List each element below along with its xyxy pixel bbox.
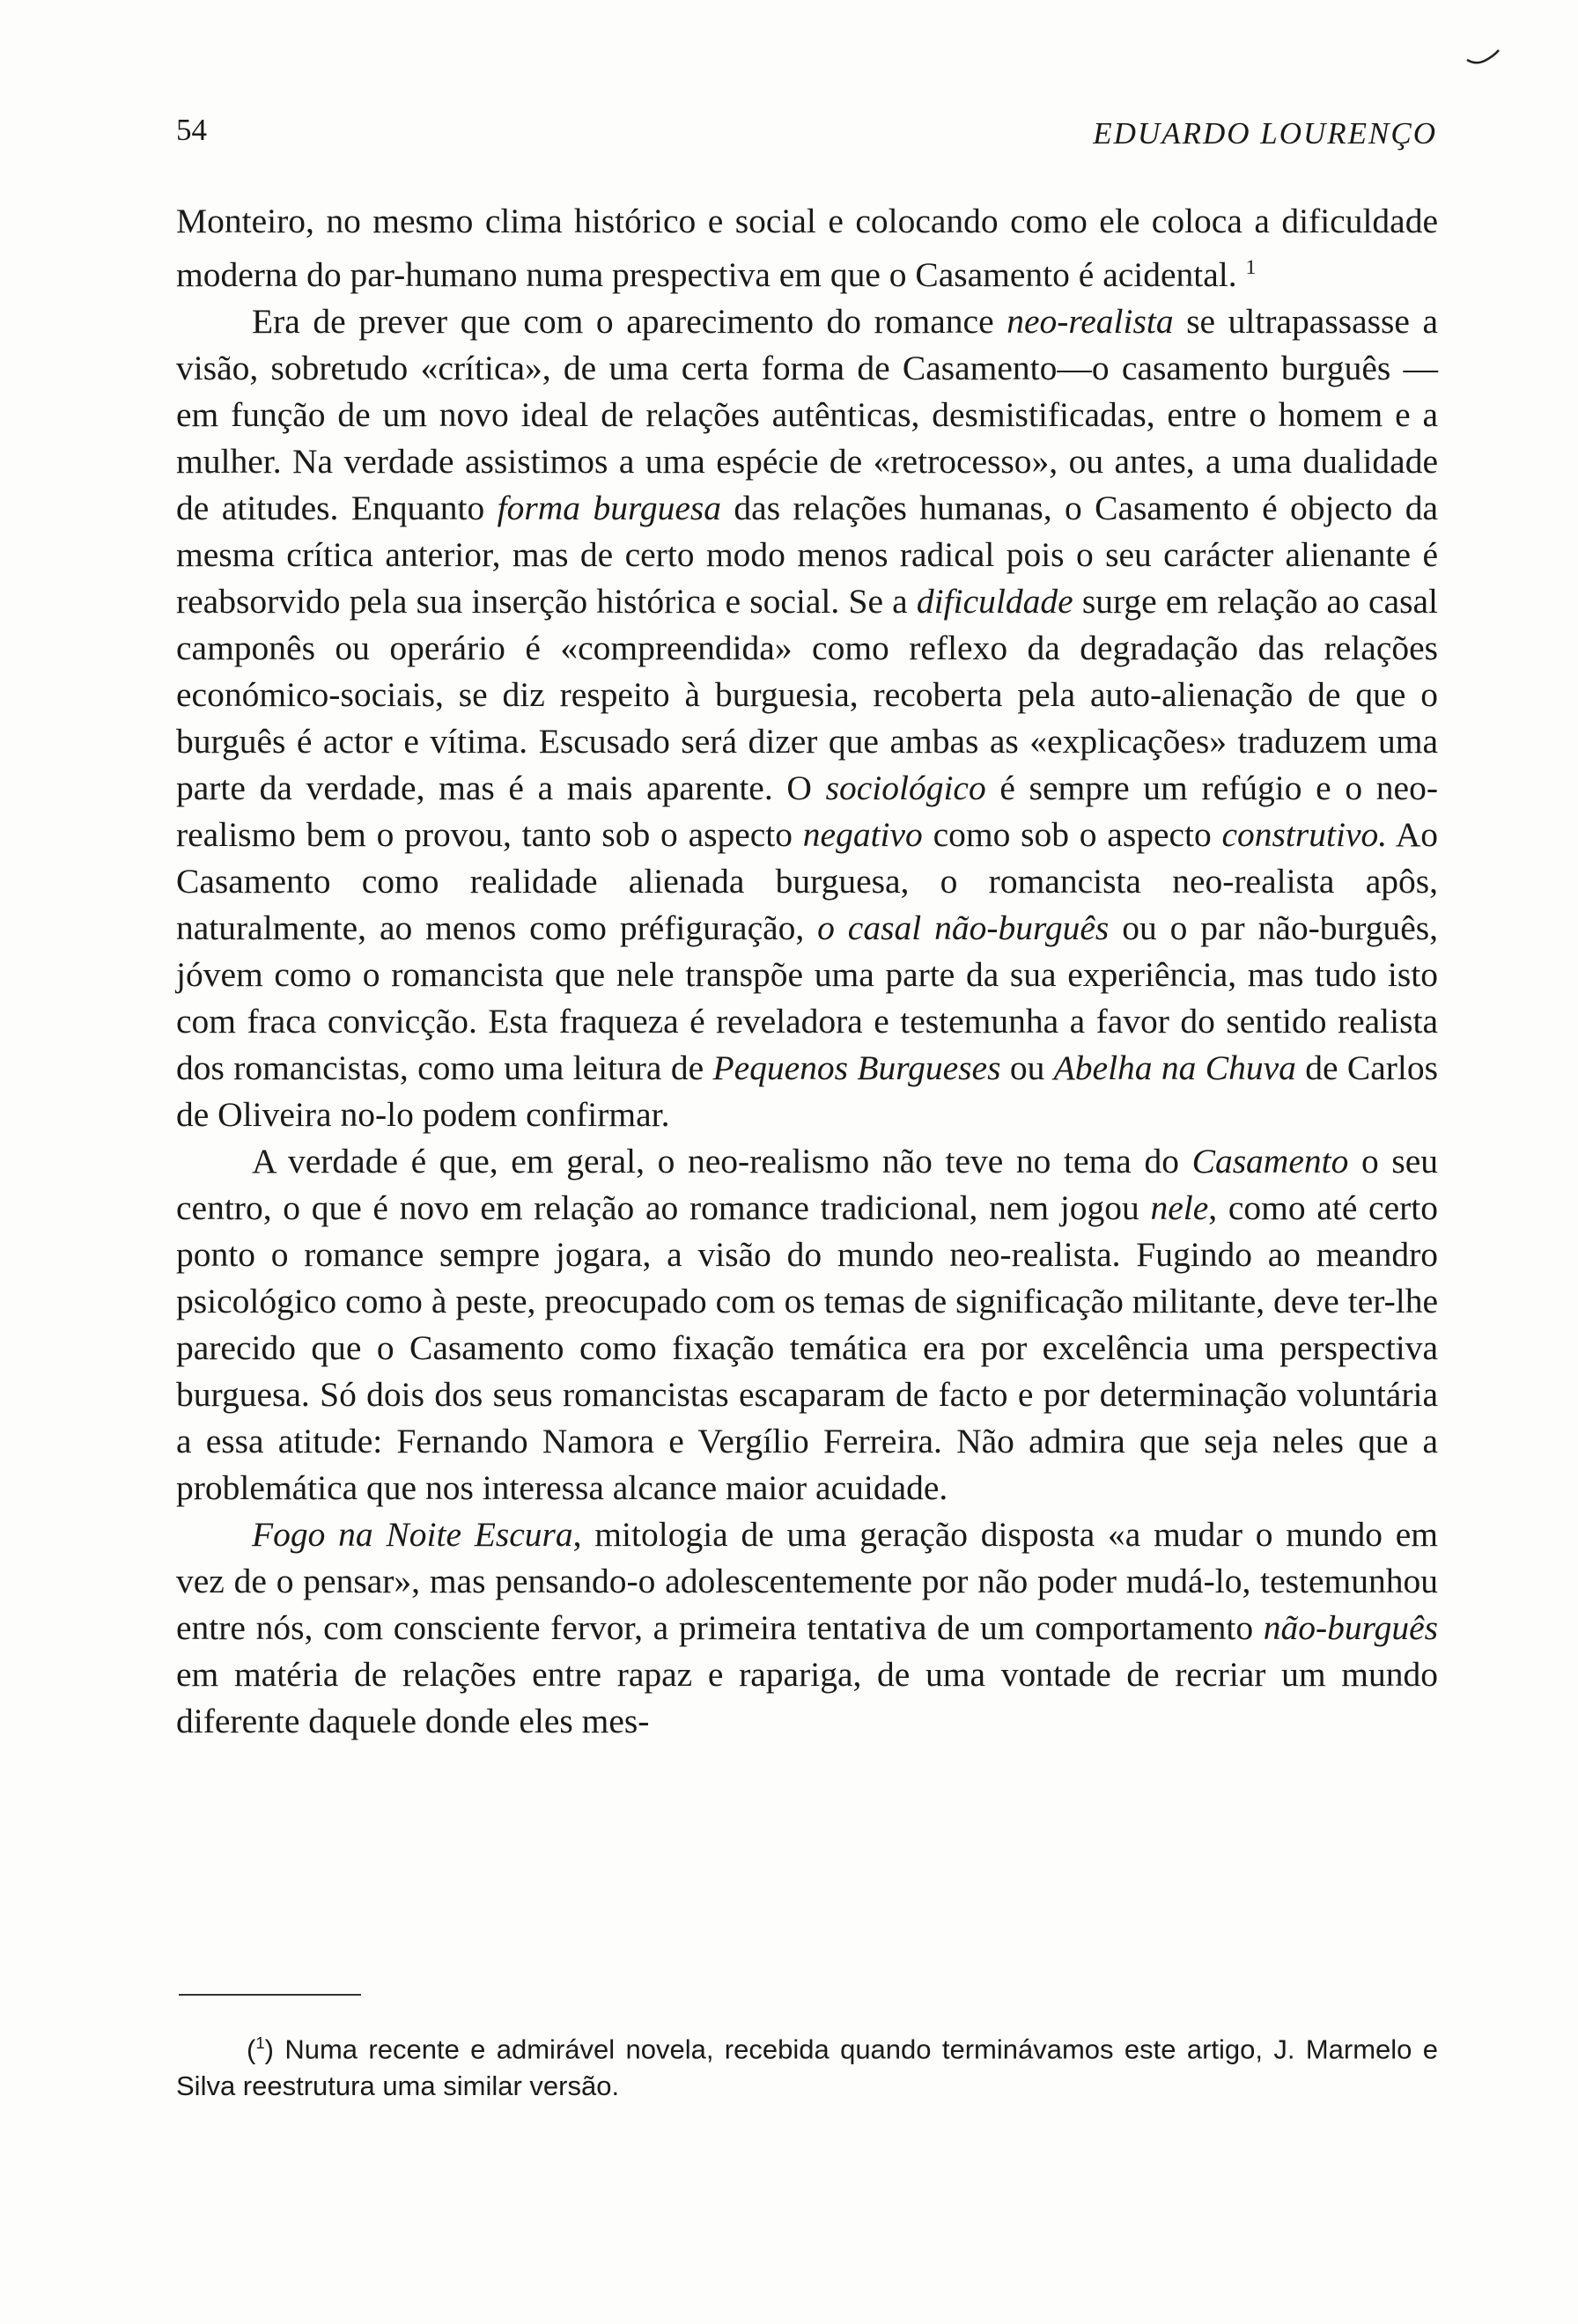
footnote-rule <box>179 1994 361 1996</box>
pencil-mark <box>1465 48 1501 67</box>
italic-text: sociológico <box>825 769 986 808</box>
footnote-text: Numa recente e admirável novela, recebida quando terminávamos este artigo, J. Marmelo e Silva reestrutura uma similar versão. <box>176 2034 1439 2102</box>
text-run: surge em relação ao casal camponês ou operário é «compreendida» como reflexo da degradação das relações económico-sociais, se diz respeito à burguesia, recoberta pela auto-alienação de que o burguês é actor e vítima. Escusado será dizer que ambas as «explicações» traduzem uma parte da verdade, mas é a mais aparente. O <box>176 582 1438 808</box>
italic-text: Pequenos Burgueses <box>712 1048 1001 1088</box>
text-run: A verdade é que, em geral, o neo-realismo não teve no tema do <box>252 1142 1192 1181</box>
running-head: EDUARDO LOURENÇO <box>1093 116 1437 151</box>
italic-text: construtivo. <box>1221 815 1388 855</box>
italic-text: Abelha na Chuva <box>1053 1048 1296 1088</box>
text-run: é sempre um refúgio e o neo-realismo bem o provou, tanto sob o aspecto <box>176 769 1438 855</box>
footnote-reference: 1 <box>1245 256 1257 279</box>
text-run: ou o par não-burguês, jóvem como o romancista que nele transpõe uma parte da sua experiência, mas tudo isto com fraca convicção. Esta fraqueza é reveladora e testemunha a favor do sentido realista dos romancistas, como uma leitura de <box>176 908 1438 1088</box>
text-run: como sob o aspecto <box>922 815 1222 855</box>
text-run: das relações humanas, o Casamento é objecto da mesma crítica anterior, mas de certo modo menos radical pois o seu carácter alienante é reabsorvido pela sua inserção histórica e social. Se a <box>176 489 1439 621</box>
paragraph <box>176 198 1438 298</box>
footnote: ($^1$) Numa recente e admirável novela, recebida quando terminávamos este artigo, J. Marmelo e Silva reestrutura uma similar versão. <box>176 2034 1439 2102</box>
italic-text: nele <box>1150 1188 1209 1228</box>
text-run: Monteiro, no mesmo clima histórico e social e colocando como ele coloca a dificuldade moderna do par-humano numa prespectiva em que o Casamento é acidental. <box>176 202 1438 295</box>
italic-text: negativo <box>802 815 923 855</box>
text-run: , como até certo ponto o romance sempre jogara, a visão do mundo neo-realista. Fugindo ao meandro psicológico como à peste, preocupado com os temas de significação militante, deve ter-lhe parecido que o Casamento como fixação temática era por excelência uma perspectiva burguesa. Só dois dos seus romancistas escaparam de facto e por determinação voluntária a essa atitude: Fernando Namora e Vergílio Ferreira. Não admira que seja neles que a problemática que nos interessa alcance maior acuidade. <box>176 1188 1438 1508</box>
paragraph <box>176 1511 1438 1745</box>
text-run: ou <box>1000 1048 1054 1088</box>
text-run: de Carlos de Oliveira no-lo podem confirmar. <box>176 1048 1439 1135</box>
italic-text: o casal não-burguês <box>817 908 1110 948</box>
text-run: o seu centro, o que é novo em relação ao romance tradicional, nem jogou <box>176 1142 1439 1228</box>
text-run: se ultrapassasse a visão, sobretudo «crítica», de uma certa forma de Casamento—o casamento burguês — em função de um novo ideal de relações autênticas, desmistificadas, entre o homem e a mulher. Na verdade assistimos a uma espécie de «retrocesso», ou antes, a uma dualidade de atitudes. Enquanto <box>176 302 1439 528</box>
text-run: Era de prever que com o aparecimento do romance <box>252 302 1007 342</box>
paragraph <box>176 298 1438 1138</box>
paragraph <box>176 1138 1438 1511</box>
page-number: 54 <box>176 113 207 147</box>
italic-text: forma burguesa <box>497 489 722 528</box>
text-run: em matéria de relações entre rapaz e rapariga, de uma vontade de recriar um mundo diferente daquele donde eles mes- <box>176 1655 1438 1741</box>
body-text <box>176 198 1438 1745</box>
text-run: , mitologia de uma geração disposta «a mudar o mundo em vez de o pensar», mas pensando-o adolescentemente por não poder mudá-lo, testemunhou entre nós, com consciente fervor, a primeira tentativa de um comportamento <box>176 1515 1439 1648</box>
italic-text: dificuldade <box>916 582 1073 621</box>
italic-text: não-burguês <box>1263 1608 1438 1648</box>
text-run: Ao Casamento como realidade alienada burguesa, o romancista neo-realista apôs, naturalmente, ao menos como préfiguração, <box>176 815 1438 948</box>
italic-text: neo-realista <box>1007 302 1174 342</box>
italic-text: Fogo na Noite Escura <box>252 1515 573 1555</box>
footnote-marker: 1 <box>255 2034 265 2052</box>
italic-text: Casamento <box>1191 1142 1349 1181</box>
